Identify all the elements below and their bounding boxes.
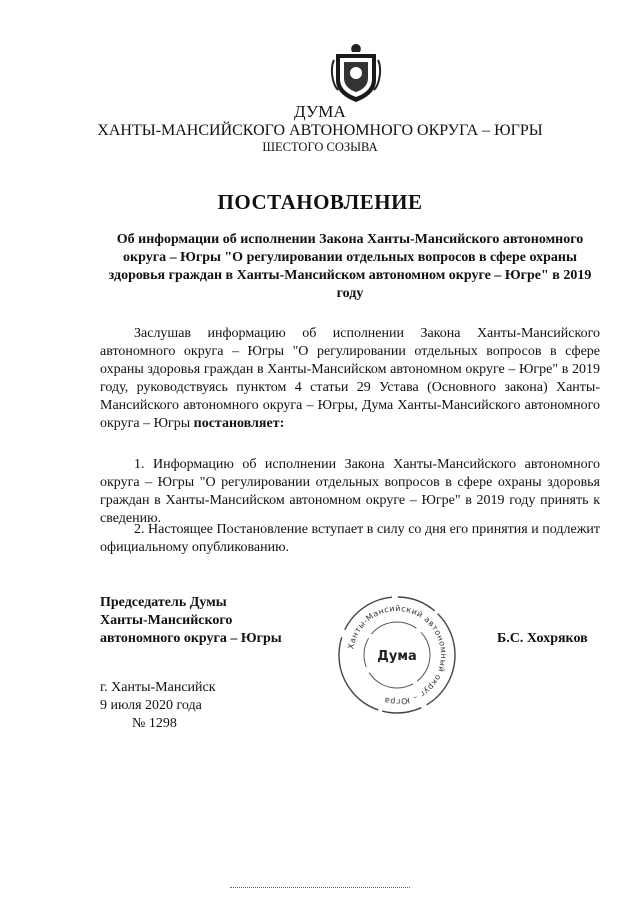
- stamp-center-text: Дума: [377, 649, 417, 664]
- official-stamp: [332, 590, 462, 720]
- document-subject: Об информации об исполнении Закона Ханты-Мансийского автономного округа – Югры "О регулировании отдельных вопросов в сфере охраны здоровья граждан в Ханты-Мансийском автономном округе – Югре" в 2019 году: [108, 232, 592, 301]
- resolution-item-2: 2. Настоящее Постановление вступает в силу со дня его принятия и подлежит официальному опубликованию.: [100, 522, 600, 555]
- organization-region: ХАНТЫ-МАНСИЙСКОГО АВТОНОМНОГО ОКРУГА – ЮГРЫ: [97, 122, 543, 139]
- stamp-ring-text: Ханты-Мансийский автономный округ – Югра: [346, 603, 449, 707]
- position-line-3: автономного округа – Югры: [100, 631, 282, 646]
- document-number: № 1298: [132, 716, 177, 731]
- resolution-item-1: 1. Информацию об исполнении Закона Ханты-Мансийского автономного округа – Югры "О регулировании отдельных вопросов в сфере охраны здоровья граждан в Ханты-Мансийском автономном округе – Югре" в 2019 году принять к сведению.: [100, 457, 600, 526]
- intro-text: Заслушав информацию об исполнении Закона Ханты-Мансийского автономного округа – Югры "О регулировании отдельных вопросов в сфере охраны здоровья граждан в Ханты-Мансийском автономном округе – Югре" в 2019 году, руководствуясь пунктом 4 статьи 29 Устава (Основного закона) Ханты-Мансийского автономного округа – Югры, Дума Ханты-Мансийского автономного округа – Югры: [100, 326, 600, 431]
- position-line-2: Ханты-Мансийского: [100, 613, 233, 628]
- coat-of-arms-icon: [330, 40, 382, 104]
- organization-name: ДУМА: [293, 102, 347, 121]
- resolution-verb: постановляет:: [193, 416, 285, 431]
- document-type-title: ПОСТАНОВЛЕНИЕ: [217, 190, 423, 214]
- document-date: 9 июля 2020 года: [100, 698, 202, 713]
- position-line-1: Председатель Думы: [100, 595, 227, 610]
- intro-paragraph: [100, 325, 600, 433]
- page-edge-divider: [230, 887, 410, 888]
- city: г. Ханты-Мансийск: [100, 680, 216, 695]
- signatory-position: [100, 594, 282, 648]
- signatory-name: Б.С. Хохряков: [497, 631, 588, 646]
- convocation: ШЕСТОГО СОЗЫВА: [262, 140, 378, 154]
- document-place-date: [100, 679, 216, 733]
